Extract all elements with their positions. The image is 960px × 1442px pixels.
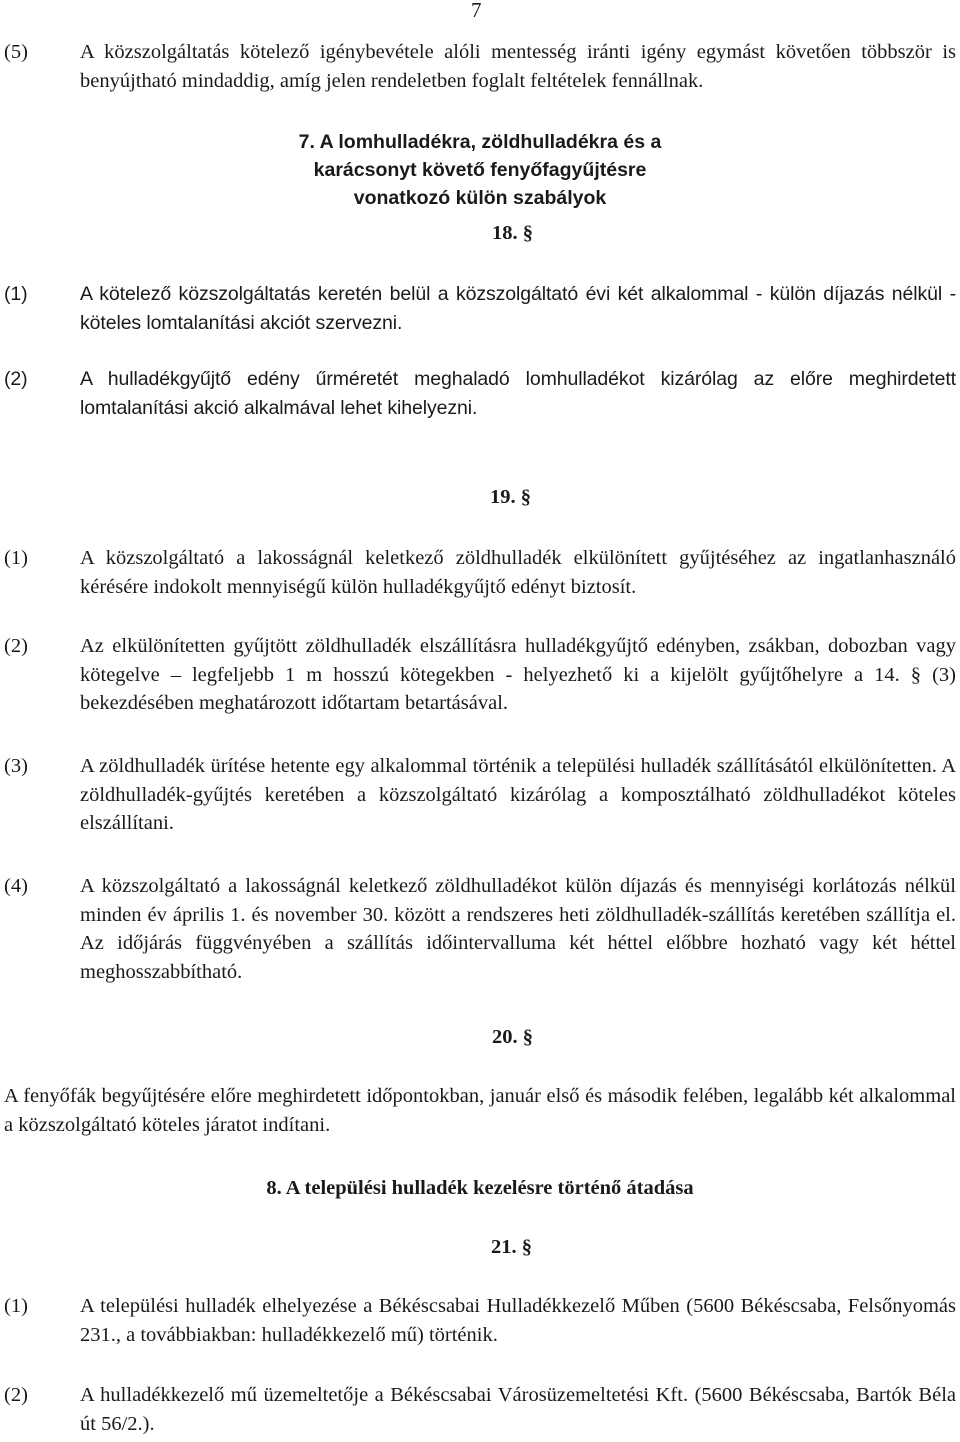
paragraph-number: (2) <box>4 1384 28 1406</box>
paragraph-text: A közszolgáltató a lakosságnál keletkező zöldhulladék elkülönített gyűjtéséhez az ingatlanhasználó kérésére indokolt mennyiségű külön hulladékgyűjtő edényt biztosít. <box>80 547 956 598</box>
section-20-heading: 20. § <box>492 1026 533 1048</box>
paragraph-text: A közszolgáltatás kötelező igénybevétele alóli mentesség iránti igény egymást követően többször is benyújtható mindaddig, amíg jelen rendeletben foglalt feltételek fennállnak. <box>80 41 956 92</box>
paragraph-number: (2) <box>4 368 28 390</box>
paragraph-18-2 <box>4 365 956 422</box>
paragraph-19-4 <box>4 872 956 986</box>
page-number: 7 <box>471 0 482 22</box>
chapter-8-title: 8. A települési hulladék kezelésre történő átadása <box>266 1177 694 1199</box>
paragraph-number: (1) <box>4 1295 28 1317</box>
paragraph-17-5 <box>4 38 956 95</box>
paragraph-18-1 <box>4 280 956 337</box>
paragraph-text: A települési hulladék elhelyezése a Békéscsabai Hulladékkezelő Műben (5600 Békéscsaba, Felsőnyomás 231., a továbbiakban: hulladékkezelő mű) történik. <box>80 1295 956 1346</box>
paragraph-number: (1) <box>4 547 28 569</box>
section-18-heading: 18. § <box>492 222 533 244</box>
paragraph-21-1 <box>4 1292 956 1349</box>
paragraph-number: (5) <box>4 41 28 63</box>
paragraph-text: A fenyőfák begyűjtésére előre meghirdetett időpontokban, január első és második felében, legalább két alkalommal a közszolgáltató köteles járatot indítani. <box>4 1085 956 1136</box>
paragraph-text: A kötelező közszolgáltatás keretén belül a közszolgáltató évi két alkalommal - külön díjazás nélkül - köteles lomtalanítási akciót szervezni. <box>80 283 956 334</box>
paragraph-number: (4) <box>4 875 28 897</box>
paragraph-19-1 <box>4 544 956 601</box>
chapter-7-title: 7. A lomhulladékra, zöldhulladékra és a karácsonyt követő fenyőfagyűjtésre vonatkozó külön szabályok <box>298 131 662 209</box>
paragraph-text: A közszolgáltató a lakosságnál keletkező zöldhulladékot külön díjazás és mennyiségi korlátozás nélkül minden év április 1. és november 30. között a rendszeres heti zöldhulladék-szállítás keretében szállítja el. Az időjárás függvényében a szállítás időintervalluma két héttel előbbre hozható vagy két héttel meghosszabbítható. <box>80 875 956 983</box>
section-19-heading: 19. § <box>490 486 531 508</box>
paragraph-text: A hulladékkezelő mű üzemeltetője a Békéscsabai Városüzemeltetési Kft. (5600 Békéscsaba, Bartók Béla út 56/2.). <box>80 1384 956 1435</box>
paragraph-20 <box>4 1082 956 1139</box>
paragraph-text: A hulladékgyűjtő edény űrméretét meghaladó lomhulladékot kizárólag az előre meghirdetett lomtalanítási akció alkalmával lehet kihelyezni. <box>80 368 956 419</box>
paragraph-number: (2) <box>4 635 28 657</box>
paragraph-19-3 <box>4 752 956 838</box>
paragraph-21-2 <box>4 1381 956 1438</box>
paragraph-19-2 <box>4 632 956 718</box>
paragraph-number: (3) <box>4 755 28 777</box>
paragraph-number: (1) <box>4 283 28 305</box>
paragraph-text: A zöldhulladék ürítése hetente egy alkalommal történik a települési hulladék szállításától elkülönítetten. A zöldhulladék-gyűjtés keretében a közszolgáltató kizárólag a komposztálható zöldhulladékot köteles elszállítani. <box>80 755 956 834</box>
paragraph-text: Az elkülönítetten gyűjtött zöldhulladék elszállításra hulladékgyűjtő edényben, zsákban, dobozban vagy kötegelve – legfeljebb 1 m hosszú kötegekben - helyezhető ki a kijelölt gyűjtőhelyre a 14. § (3) bekezdésében meghatározott időtartam betartásával. <box>80 635 956 714</box>
section-21-heading: 21. § <box>491 1236 532 1258</box>
